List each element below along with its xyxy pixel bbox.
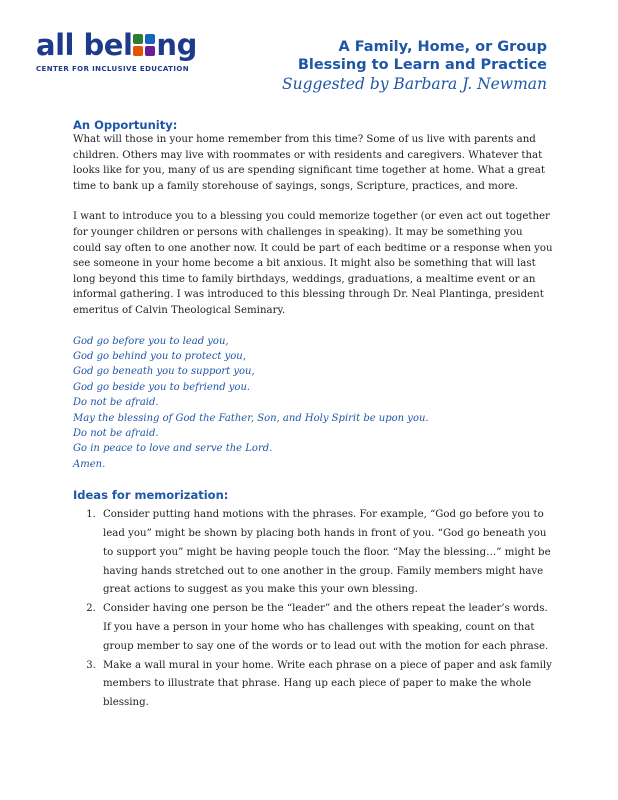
document-title — [282, 38, 547, 94]
document-body — [73, 118, 553, 713]
blessing-text — [73, 334, 553, 473]
logo-mark-icon — [133, 34, 155, 56]
logo — [36, 28, 236, 73]
blessing-line: God go beside you to befriend you. — [73, 381, 251, 393]
opportunity-paragraph-1: What will those in your home remember from this time? Some of us live with parents and children. Others may live with roommates or with residents and caregivers. Whatever that looks like for you, many of us are spending significant time together at home. What a great time to bank up a family storehouse of sayings, songs, Scripture, practices, and more. — [73, 134, 545, 192]
logo-wordmark — [36, 28, 236, 62]
logo-subtitle: CENTER FOR INCLUSIVE EDUCATION — [36, 65, 189, 73]
list-item: 1. Consider putting hand motions with the phrases. For example, “God go before you to lead you” might be shown by placing both hands in front of you. “God go beneath you to support you” might be having people touch the floor. “May the blessing…” might be having hands stretched out to one another in the group. Family members might have great actions to suggest as you make this your own blessing. — [99, 506, 553, 600]
blessing-line: Go in peace to love and serve the Lord. — [73, 443, 273, 455]
blessing-line: May the blessing of God the Father, Son, and Holy Spirit be upon you. — [73, 412, 429, 424]
title-line-1: A Family, Home, or Group — [338, 39, 547, 55]
opportunity-heading: An Opportunity: — [73, 118, 178, 132]
blessing-line: God go before you to lead you, — [73, 335, 229, 347]
logo-word-left: all bel — [36, 28, 133, 62]
opportunity-paragraph-2: I want to introduce you to a blessing you could memorize together (or even act out together for younger children or persons with challenges in speaking). It may be something you could say often to one another now. It could be part of each bedtime or a response when you see someone in your home become a bit anxious. It might also be something that will last long beyond this time to family birthdays, weddings, graduations, a mealtime event or an informal gathering. I was introduced to this blessing through Dr. Neal Plantinga, president emeritus of Calvin Theological Seminary. — [73, 211, 553, 316]
blessing-line: God go beneath you to support you, — [73, 366, 255, 378]
ideas-list — [73, 506, 553, 713]
list-item: 3. Make a wall mural in your home. Write each phrase on a piece of paper and ask family members to illustrate that phrase. Hang up each piece of paper to make the whole blessing. — [99, 657, 553, 713]
list-item: 2. Consider having one person be the “leader” and the others repeat the leader’s words. If you have a person in your home who has challenges with speaking, count on that group member to say one of the words or to lead out with the motion for each phrase. — [99, 600, 553, 656]
blessing-line: Amen. — [73, 458, 106, 470]
title-line-2: Blessing to Learn and Practice — [297, 57, 547, 73]
title-author-line: Suggested by Barbara J. Newman — [282, 75, 547, 93]
blessing-line: Do not be afraid. — [73, 427, 159, 439]
blessing-line: God go behind you to protect you, — [73, 350, 246, 362]
logo-word-right: ng — [156, 28, 197, 62]
blessing-line: Do not be afraid. — [73, 397, 159, 409]
ideas-heading: Ideas for memorization: — [73, 488, 229, 503]
